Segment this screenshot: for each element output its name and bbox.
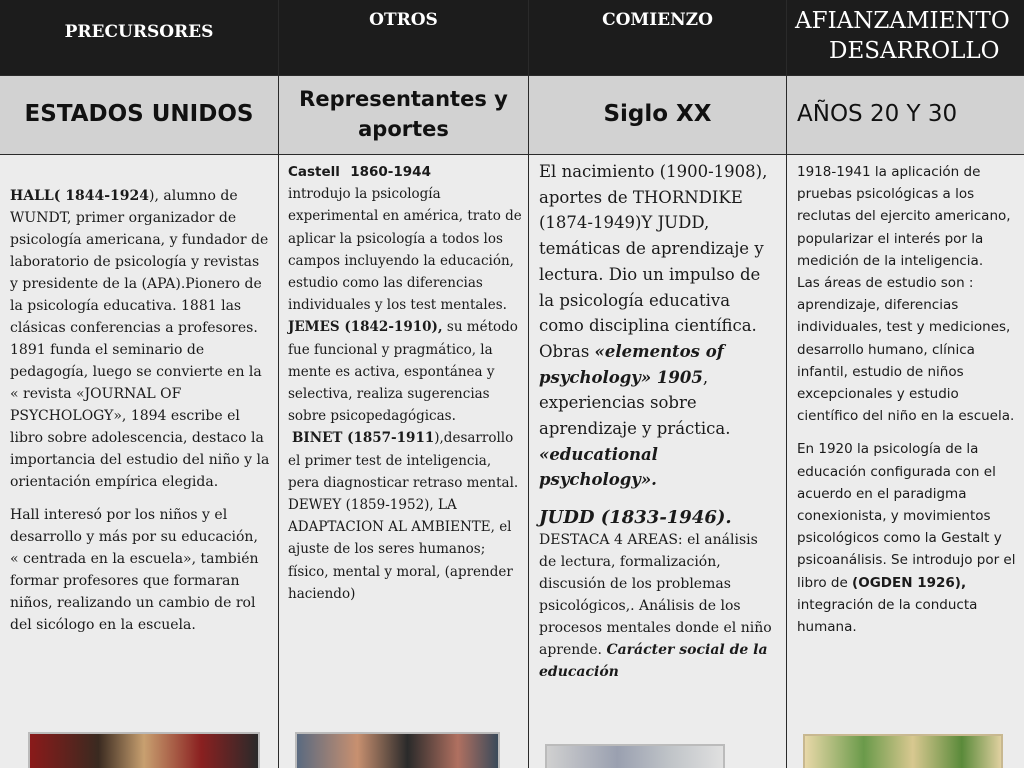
comienzo-intro: El nacimiento (1900-1908), aportes de THORNDIKE (1874-1949)Y JUDD, temáticas de aprendizaje y lectura. Dio un impulso de la psicología educativa como disciplina científica. Obras [539,162,768,361]
afianzamiento-p3 [797,438,1016,638]
subheader-representantes [279,76,528,154]
subheader-anos [787,76,1024,154]
judd-description: DESTACA 4 AREAS: el análisis de lectura, formalización, discusión de los problemas psicológicos,. Análisis de los procesos mentales donde el niño aprende. [539,532,772,659]
header-line-1: AFIANZAMIENTO [795,8,1010,34]
column-precursores [0,0,278,768]
castell-name: Castell [288,164,340,180]
afianzamiento-text [797,161,1016,649]
book-educational: «educational psychology». [539,444,658,490]
comienzo-text [539,159,778,683]
photo-school [545,744,725,768]
castell-description: introdujo la psicología experimental en américa, trato de aplicar la psicología a todos los campos incluyendo la educación, estudio como las diferencias individuales y los test mentales. [288,186,522,314]
subheader-label: Siglo XX [603,101,712,127]
header-label [795,6,1024,66]
hall-text [10,185,270,647]
afianzamiento-p1: 1918-1941 la aplicación de pruebas psicológicas a los reclutas del ejercito americano, popularizar el interés por la medición de la inteligencia. [797,164,1011,269]
header-afianzamiento [787,0,1024,75]
binet-name: BINET (1857-1911 [292,430,435,447]
afianzamiento-p3c: integración de la conducta humana. [797,596,978,636]
subheader-line-1: Representantes y [299,87,508,111]
subheader-line-2: aportes [358,117,449,141]
judd-emphasis: Carácter social de la educación [539,642,768,681]
header-label: OTROS [369,10,438,30]
header-otros [279,0,528,75]
jemes-name: JEMES (1842-1910), [288,319,443,336]
header-precursores [0,0,278,75]
photo-classroom [295,732,500,768]
column-comienzo [529,0,786,768]
column-otros [279,0,528,768]
hall-paragraph-2: Hall interesó por los niños y el desarrollo y más por su educación, « centrada en la escuela», también formar profesores que formaran niños, realizando un cambio de rol del sicólogo en la escuela. [10,507,259,633]
comienzo-middle: , experiencias sobre aprendizaje y práctica. [539,367,731,439]
header-comienzo [529,0,786,75]
cell-afianzamiento [787,155,1024,768]
header-line-2: DESARROLLO [829,38,1000,64]
judd-heading: JUDD (1833-1946). [539,507,732,529]
subheader-estados-unidos [0,76,278,154]
cell-precursores [0,155,278,768]
cell-otros [279,155,528,768]
subheader-label: ESTADOS UNIDOS [24,101,254,127]
header-label: PRECURSORES [64,22,214,42]
header-label: COMIENZO [602,10,713,30]
cell-comienzo [529,155,786,768]
photo-children [28,732,260,768]
hall-description: ), alumno de WUNDT, primer organizador de psicología americana, y fundador de laboratorio de psicología y revistas y presidente de la (APA).Pionero de la psicología educativa. 1881 las clásicas conferencias a profesores. 1891 funda el seminario de pedagogía, luego se convierte en la « revista «JOURNAL OF PSYCHOLOGY», 1894 escribe el libro sobre adolescencia, destaco la importancia del estudio del niño y la orientación empírica elegida. [10,188,270,490]
binet-description: ),desarrollo el primer test de inteligencia, pera diagnosticar retraso mental. DEWEY (1859-1952), LA ADAPTACION AL AMBIENTE, el ajuste de los seres humanos; físico, mental y moral, (aprender haciendo) [288,430,519,602]
book-elements: «elementos of psychology» 1905 [539,341,724,387]
castell-years: 1860-1944 [350,164,431,180]
column-afianzamiento [787,0,1024,768]
jemes-description: su método fue funcional y pragmático, la mente es activa, espontánea y selectiva, realiza sugerencias sobre psicopedagógicas. [288,319,518,425]
afianzamiento-p2: Las áreas de estudio son : aprendizaje, diferencias individuales, test y mediciones, desarrollo humano, clínica infantil, estudio de niños excepcionales y estudio científico del niño en la escuela. [797,275,1015,425]
subheader-label [279,84,528,144]
otros-text [288,161,522,605]
ogden-ref: (OGDEN 1926), [852,574,967,591]
afianzamiento-p3a: En 1920 la psicología de la educación configurada con el acuerdo en el paradigma conexionista, y movimientos psicológicos como la Gestalt y psicoanálisis. Se introdujo por el libro de [797,441,1016,591]
subheader-siglo-xx [529,76,786,154]
photo-illustration [803,734,1003,768]
hall-name: HALL( 1844-1924 [10,188,150,204]
subheader-label: AÑOS 20 Y 30 [797,101,958,127]
judd-text [539,529,778,683]
